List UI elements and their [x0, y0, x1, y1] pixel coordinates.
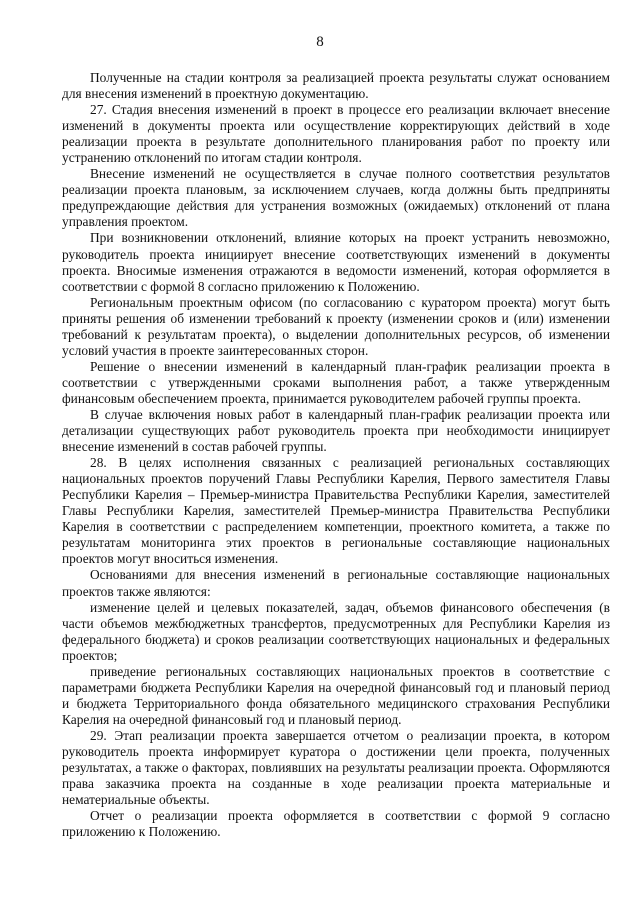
paragraph-regional-office-decisions: Региональным проектным офисом (по согласованию с куратором проекта) могут быть приняты решения об изменении требований к проекту (изменении сроков и (или) изменении требований к результатам проекта), о выделении дополнительных ресурсов, об изменении условий участия в проекте заинтересованных сторон. [62, 294, 610, 358]
paragraph-grounds-intro: Основаниями для внесения изменений в региональные составляющие национальных проектов также являются: [62, 567, 610, 599]
paragraph-grounds-budget: приведение региональных составляющих национальных проектов в соответствие с параметрами бюджета Республики Карелия на очередной финансовый год и плановый период и бюджета Территориального фонда обязательного медицинского страхования Республики Карелия на очередной финансовый год и плановый период. [62, 663, 610, 727]
paragraph-item-27: 27. Стадия внесения изменений в проект в процессе его реализации включает внесение изменений в документы проекта или осуществление корректирующих действий в ходе реализации проекта в результате дополнительного планирования работ по проекту или устранению отклонений по итогам стадии контроля. [62, 102, 610, 166]
document-body [62, 70, 610, 840]
paragraph-deviations: При возникновении отклонений, влияние которых на проект устранить невозможно, руководитель проекта инициирует внесение соответствующих изменений в документы проекта. Вносимые изменения отражаются в ведомости изменений, которая оформляется в соответствии с формой 8 согласно приложению к Положению. [62, 230, 610, 294]
paragraph-no-changes-case: Внесение изменений не осуществляется в случае полного соответствия результатов реализации проекта плановым, за исключением случаев, когда должны быть предприняты предупреждающие действия для устранения возможных (ожидаемых) отклонений от плана управления проектом. [62, 166, 610, 230]
paragraph-item-29: 29. Этап реализации проекта завершается отчетом о реализации проекта, в котором руководитель проекта информирует куратора о достижении цели проекта, полученных результатах, а также о факторах, повлиявших на результаты реализации проекта. Оформляются права заказчика проекта на созданные в ходе реализации проекта материальные и нематериальные объекты. [62, 727, 610, 808]
paragraph-item-28: 28. В целях исполнения связанных с реализацией региональных составляющих национальных проектов поручений Главы Республики Карелия, Первого заместителя Главы Республики Карелия – Премьер-министра Правительства Республики Карелия, заместителей Главы Республики Карелия, заместителей Премьер-министра Правительства Республики Карелия в соответствии с распределением компетенции, проектного комитета, а также по результатам мониторинга этих проектов в региональные составляющие национальных проектов могут вноситься изменения. [62, 455, 610, 567]
page-number: 8 [316, 34, 324, 50]
paragraph-control-results: Полученные на стадии контроля за реализацией проекта результаты служат основанием для внесения изменений в проектную документацию. [62, 70, 610, 102]
paragraph-schedule-changes: Решение о внесении изменений в календарный план-график реализации проекта в соответствии с утвержденными сроками выполнения работ, а также утвержденным финансовым обеспечением проекта, принимается руководителем рабочей группы проекта. [62, 358, 610, 406]
paragraph-new-works: В случае включения новых работ в календарный план-график реализации проекта или детализации существующих работ руководитель проекта при необходимости инициирует внесение изменений в состав рабочей группы. [62, 406, 610, 455]
paragraph-report-form: Отчет о реализации проекта оформляется в соответствии с формой 9 согласно приложению к Положению. [62, 808, 610, 840]
paragraph-grounds-goals: изменение целей и целевых показателей, задач, объемов финансового обеспечения (в части объемов межбюджетных трансфертов, предусмотренных для Республики Карелия из федерального бюджета) и сроков реализации соответствующих национальных и федеральных проектов; [62, 599, 610, 663]
